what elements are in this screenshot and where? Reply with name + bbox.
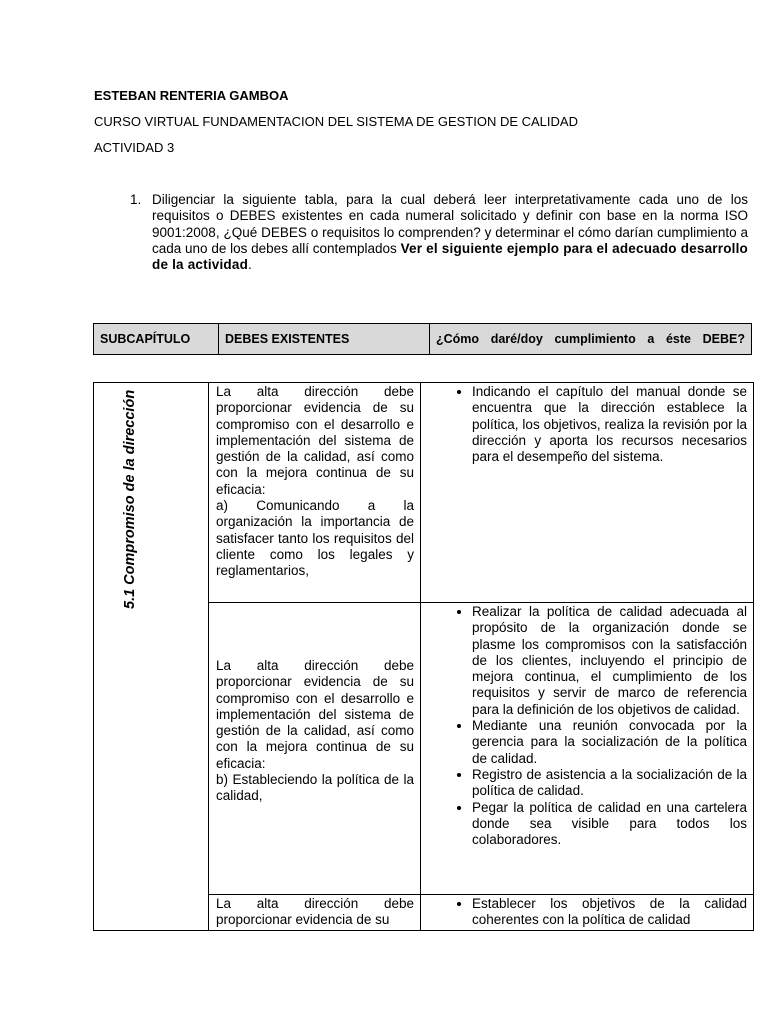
list-item: • Mediante una reunión convocada por la gerencia para la socialización de la política de calidad. [472, 718, 747, 767]
instruction-item [130, 192, 748, 273]
compliance-cell [421, 895, 754, 931]
debe-cell [209, 895, 421, 931]
debe-cell [209, 603, 421, 895]
compliance-cell [421, 603, 754, 895]
header-debes: DEBES EXISTENTES [219, 324, 430, 355]
debe-item: a) Comunicando a la organización la importancia de satisfacer tanto los requisitos del cliente como los legales y reglamentarios, [216, 498, 414, 579]
debe-text: La alta dirección debe proporcionar evidencia de su compromiso con el desarrollo e implementación del sistema de gestión de la calidad, así como con la mejora continua de su eficacia: [216, 384, 414, 497]
list-item: • Establecer los objetivos de la calidad coherentes con la política de calidad [472, 896, 747, 929]
subchapter-label: 5.1 Compromiso de la dirección [122, 389, 138, 609]
compliance-cell [421, 383, 754, 603]
activity-label: ACTIVIDAD 3 [94, 140, 175, 155]
subchapter-cell [94, 383, 209, 931]
list-item: • Registro de asistencia a la socialización de la política de calidad. [472, 767, 747, 800]
header-subchapter: SUBCAPÍTULO [94, 324, 219, 355]
header-compliance-text: ¿Cómo daré/doy cumplimiento a éste DEBE? [436, 332, 745, 346]
list-item: • Indicando el capítulo del manual donde se encuentra que la dirección establece la política, los objetivos, realiza la revisión por la dirección y aporta los recursos necesarios para el desempeño del sistema. [472, 384, 747, 465]
debe-text: La alta dirección debe proporcionar evidencia de su [216, 896, 414, 928]
header-compliance [430, 324, 752, 355]
instruction-text [152, 192, 748, 273]
instruction-number: 1. [130, 192, 142, 207]
debe-cell [209, 383, 421, 603]
list-item: • Pegar la política de calidad en una cartelera donde sea visible para todos los colaboradores. [472, 800, 747, 849]
instruction-period: . [248, 257, 252, 273]
table-row [94, 383, 754, 603]
author-name: ESTEBAN RENTERIA GAMBOA [94, 88, 289, 103]
table-header [93, 323, 752, 355]
debe-text: La alta dirección debe proporcionar evidencia de su compromiso con el desarrollo e implementación del sistema de gestión de la calidad, así como con la mejora continua de su eficacia: [216, 658, 414, 771]
requirements-table [93, 382, 754, 931]
list-item: • Realizar la política de calidad adecuada al propósito de la organización donde se plasme los compromisos con la satisfacción de los clientes, incluyendo el principio de mejora continua, el cumplimiento de los requisitos y servir de marco de referencia para la definición de los objetivos de calidad. [472, 604, 747, 718]
instruction-body: Diligenciar la siguiente tabla, para la cual deberá leer interpretativamente cada uno de los requisitos o DEBES existentes en cada numeral solicitado y definir con base en la norma ISO 9001:2008, ¿Qué DEBES o requisitos lo comprenden? y determinar el cómo darían cumplimiento a cada uno de los debes allí contemplados [152, 192, 748, 256]
debe-item: b) Estableciendo la política de la calidad, [216, 772, 414, 804]
instruction-emphasis: Ver el siguiente ejemplo para el adecuado desarrollo de la actividad [152, 240, 749, 273]
course-title: CURSO VIRTUAL FUNDAMENTACION DEL SISTEMA DE GESTION DE CALIDAD [94, 114, 578, 129]
